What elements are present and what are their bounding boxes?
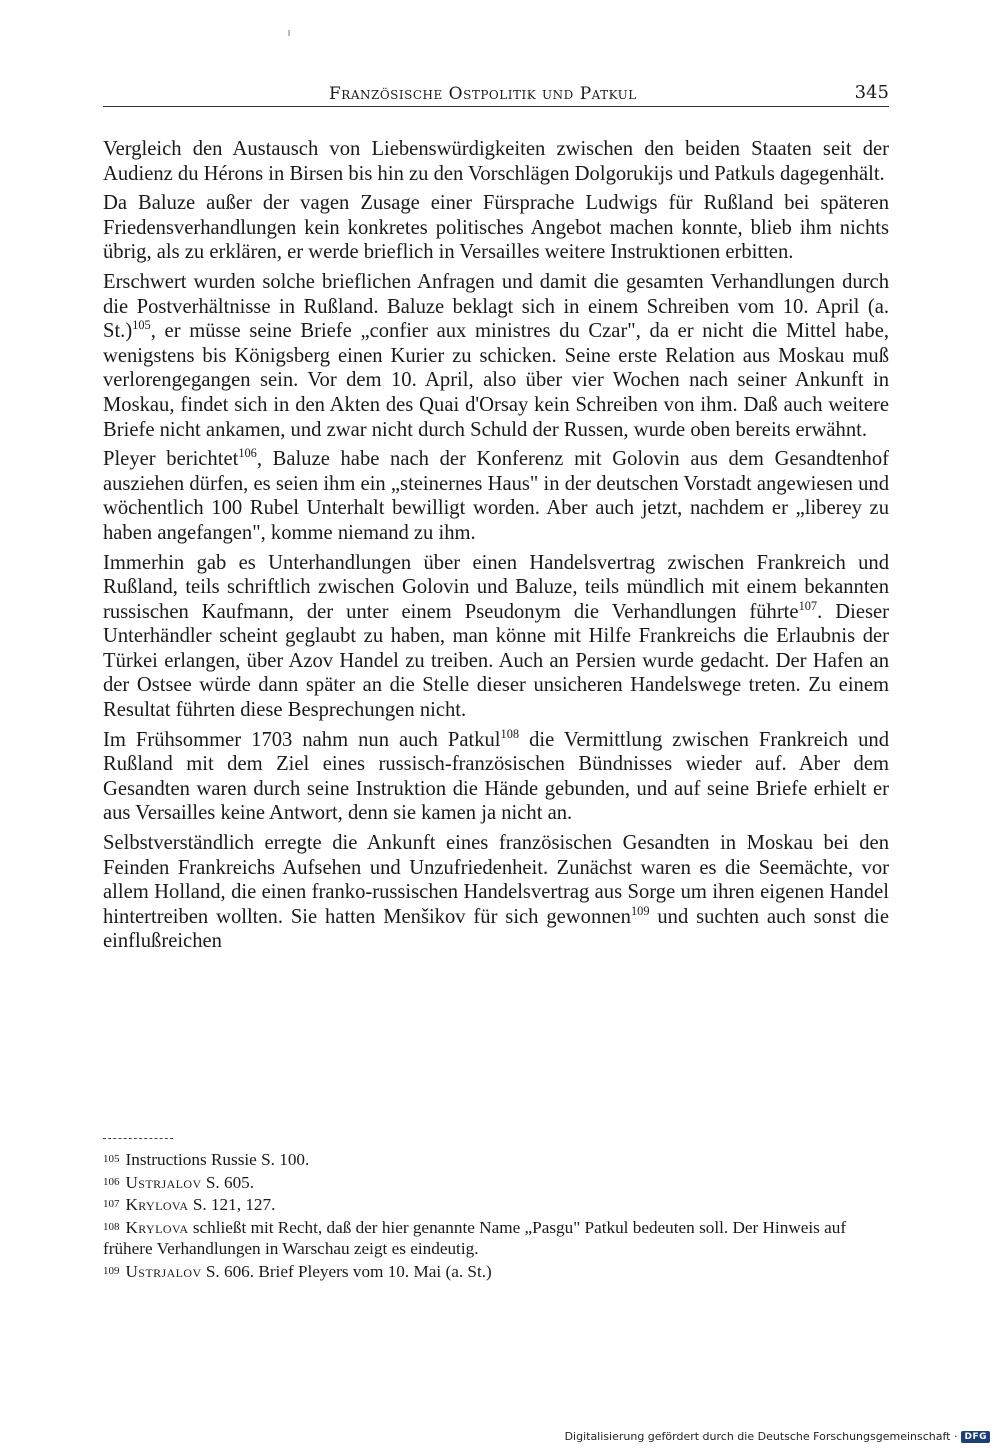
header-rule — [103, 106, 889, 107]
footnote-ref[interactable]: 107 — [798, 598, 818, 613]
footnote-text: S. 606. Brief Pleyers vom 10. Mai (a. St.) — [201, 1261, 492, 1281]
paragraph-text: Da Baluze außer der vagen Zusage einer Fürsprache Ludwigs für Rußland bei späteren Friedensverhandlungen kein konkretes politisches Angebot machen konnte, blieb ihm nichts übrig, als zu erklären, er werde brieflich in Versailles weitere Instruktionen erbitten. — [103, 192, 889, 264]
footnotes — [103, 1149, 889, 1283]
footnote-number: 107 — [103, 1198, 120, 1210]
page-number: 345 — [847, 82, 889, 103]
paragraph — [103, 137, 889, 186]
footnote-text: S. 605. — [201, 1172, 255, 1192]
footnote-author: Ustrjalov — [125, 1172, 202, 1192]
paragraph-text: . Dieser Unterhändler scheint geglaubt zu haben, man könne mit Hilfe Frankreichs die Erlaubnis der Türkei erlangen, über Azov Handel zu treiben. Auch an Persien wurde gedacht. Der Hafen an der Ostsee würde dann später an die Stelle dieser unsicheren Handelswege treten. Zu einem Resultat führten diese Besprechungen nicht. — [103, 600, 890, 722]
footnote-ref[interactable]: 105 — [132, 318, 151, 333]
footnote — [103, 1261, 889, 1283]
footnote-number: 108 — [103, 1220, 120, 1233]
paragraph — [103, 551, 889, 723]
paragraph-text: Erschwert wurden solche brieflichen Anfragen und damit die gesamten Verhandlungen durch die Postverhältnisse in Rußland. Baluze beklagt sich in einem Schreiben vom 10. April (a. St.) — [103, 270, 889, 343]
paragraph-text: Immerhin gab es Unterhandlungen über einen Handelsvertrag zwischen Frankreich und Rußland, teils schriftlich zwischen Golovin und Baluze, teils mündlich mit einem bekannten russischen Kaufmann, der unter einem Pseudonym die Verhandlungen führte — [103, 551, 889, 623]
paragraph — [103, 447, 889, 545]
credit-text: Digitalisierung gefördert durch die Deutsche Forschungsgemeinschaft · — [564, 1430, 958, 1443]
paragraph — [103, 270, 889, 442]
footnote-author: Ustrjalov — [125, 1261, 202, 1281]
footnote — [103, 1172, 889, 1194]
footnote-separator — [103, 1138, 173, 1139]
footnote-ref[interactable]: 108 — [500, 726, 520, 741]
paragraph-text: die Vermittlung zwischen Frankreich und Rußland mit dem Ziel eines russisch-französischen Bündnisses wieder auf. Aber dem Gesandten waren durch seine Instruktion die Hände gebunden, und auf seine Briefe erhielt er aus Versailles keine Antwort, denn sie kamen ja nicht an. — [103, 728, 889, 825]
dfg-logo: DFG — [961, 1431, 990, 1443]
paragraph-text: Pleyer berichtet — [103, 448, 239, 471]
footnote-number: 109 — [103, 1264, 120, 1277]
paragraph-text: Selbstverständlich erregte die Ankunft eines französischen Gesandten in Moskau bei den Feinden Frankreichs Aufsehen und Unzufriedenheit. Zunächst waren es die Seemächte, vor allem Holland, die einen franko-russischen Handelsvertrag aus Sorge um ihren eigenen Handel hintertreiben wollten. Sie hatten Menšikov für sich gewonnen — [103, 832, 889, 928]
scan-artifact — [288, 30, 290, 36]
running-title: Französische Ostpolitik und Patkul — [321, 84, 645, 104]
footnote-number: 106 — [103, 1175, 120, 1188]
paragraph-text: , Baluze habe nach der Konferenz mit Golovin aus dem Gesandtenhof ausziehen dürfen, es seien ihm ein „steinernes Haus" in der deutschen Vorstadt angewiesen und wöchentlich 100 Rubel Unterhalt bewilligt worden. Aber auch jetzt, nachdem er „liberey zu haben angefangen", komme niemand zu ihm. — [103, 448, 889, 544]
running-header — [103, 84, 889, 114]
footnote-text: schließt mit Recht, daß der hier genannte Name „Pasgu" Patkul bedeuten soll. Der Hinweis auf frühere Verhandlungen in Warschau zeigt es eindeutig. — [103, 1217, 847, 1258]
footnote-author: Krylova — [125, 1217, 189, 1237]
footnote-author: Krylova — [125, 1195, 189, 1214]
footnote-text: Instructions Russie S. 100. — [125, 1150, 310, 1169]
digitization-credit — [565, 1430, 990, 1443]
paragraph-text: , er müsse seine Briefe „confier aux ministres du Czar", da er nicht die Mittel habe, wenigstens bis Königsberg einen Kurier zu schicken. Seine erste Relation aus Moskau muß verlorengegangen sein. Vor dem 10. April, also über vier Wochen nach seiner Ankunft in Moskau, findet sich in den Akten des Quai d'Orsay kein Schreiben von ihm. Daß auch weitere Briefe nicht ankamen, und zwar nicht durch Schuld der Russen, wurde oben bereits erwähnt. — [103, 320, 889, 441]
footnote — [103, 1194, 889, 1216]
paragraph-text: Im Frühsommer 1703 nahm nun auch Patkul — [103, 728, 501, 751]
footnote — [103, 1149, 889, 1171]
paragraph — [103, 191, 889, 265]
paragraph — [103, 728, 889, 826]
paragraph-text: und suchten auch sonst die einflußreichen — [103, 905, 889, 953]
footnote-number: 105 — [103, 1153, 120, 1165]
footnote — [103, 1217, 889, 1260]
footnote-text: S. 121, 127. — [188, 1195, 276, 1214]
footnote-ref[interactable]: 109 — [630, 903, 650, 918]
paragraph — [103, 831, 889, 954]
paragraph-text: Vergleich den Austausch von Liebenswürdigkeiten zwischen den beiden Staaten seit der Audienz du Hérons in Birsen bis hin zu den Vorschlägen Dolgorukijs und Patkuls dagegenhält. — [103, 138, 889, 185]
footnote-ref[interactable]: 106 — [238, 446, 257, 461]
main-text — [103, 137, 889, 959]
